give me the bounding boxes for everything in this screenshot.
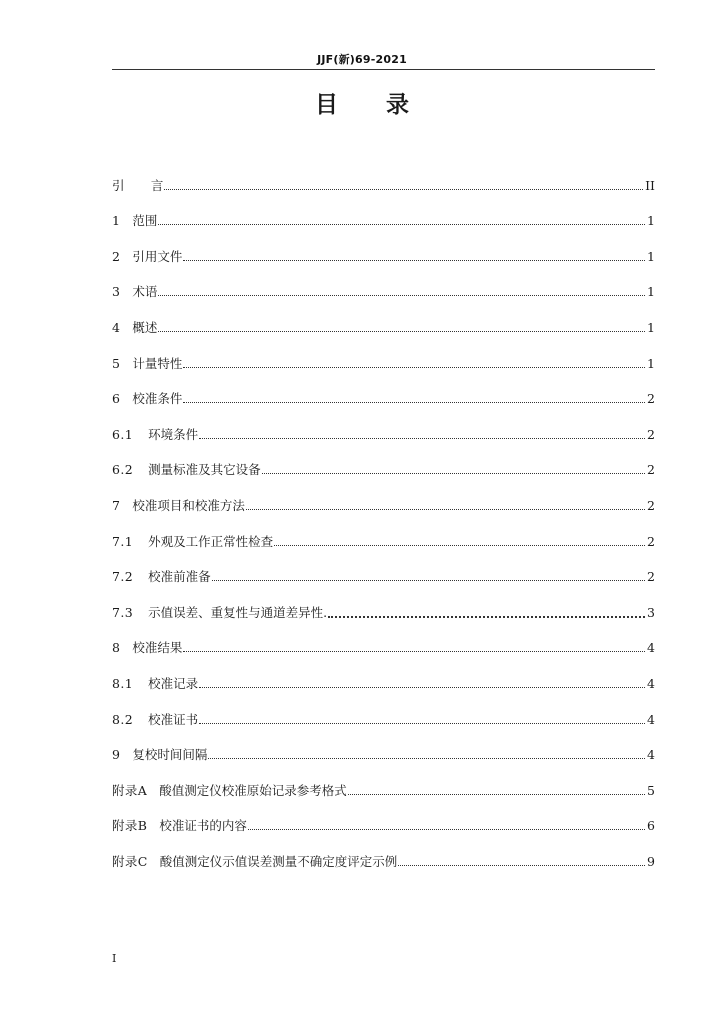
toc-entry[interactable] xyxy=(112,196,655,232)
toc-entry-page: 2 xyxy=(647,391,655,407)
toc-entry-page: 1 xyxy=(647,355,655,371)
title-char-1: 目 xyxy=(315,92,338,118)
toc-entry-number: 6.1 xyxy=(112,426,134,442)
toc-entry-intro[interactable] xyxy=(112,160,655,196)
toc-entry-number: 附录C xyxy=(112,853,148,869)
toc-entry[interactable] xyxy=(112,267,655,303)
toc-entry-title: 范围 xyxy=(132,213,158,229)
toc-leader-dots xyxy=(158,295,645,296)
document-code: JJF(新)69-2021 xyxy=(317,53,407,66)
toc-leader-dots xyxy=(348,794,645,795)
toc-leader-dots xyxy=(246,509,645,510)
toc-entry-appendix-b[interactable] xyxy=(112,801,655,837)
toc-entry-title: 计量特性 xyxy=(132,355,183,371)
toc-entry-number: 引 xyxy=(112,177,125,193)
toc-entry-page: 4 xyxy=(647,711,655,727)
toc-leader-dots xyxy=(212,580,645,581)
toc-entry-page: 2 xyxy=(647,426,655,442)
toc-entry[interactable] xyxy=(112,516,655,552)
toc-entry[interactable] xyxy=(112,658,655,694)
toc-entry-number: 2 xyxy=(112,248,121,264)
toc-entry-title: 概述 xyxy=(132,319,158,335)
toc-entry[interactable] xyxy=(112,694,655,730)
toc-entry-number: 6.2 xyxy=(112,462,134,478)
toc-leader-dots xyxy=(199,687,645,688)
toc-entry[interactable] xyxy=(112,338,655,374)
toc-entry-title: 校准证书的内容 xyxy=(159,818,247,834)
toc-entry-number: 7.1 xyxy=(112,533,134,549)
toc-entry-page: 1 xyxy=(647,284,655,300)
toc-entry-page: 6 xyxy=(647,818,655,834)
toc-entry[interactable] xyxy=(112,480,655,516)
toc-entry-title: 酸值测定仪示值误差测量不确定度评定示例 xyxy=(159,853,398,869)
toc-entry-page: 4 xyxy=(647,747,655,763)
toc-entry-title: 酸值测定仪校准原始记录参考格式 xyxy=(159,782,347,798)
toc-entry-title: 环境条件 xyxy=(148,426,199,442)
toc-entry-number: 附录B xyxy=(112,818,148,834)
toc-entry-number: 9 xyxy=(112,747,121,763)
toc-entry-page: 2 xyxy=(647,497,655,513)
toc-entry-number: 7.3 xyxy=(112,604,134,620)
toc-leader-dots xyxy=(199,723,645,724)
toc-entry-page: 2 xyxy=(647,569,655,585)
toc-entry-number: 8.1 xyxy=(112,675,134,691)
footer-page-number: I xyxy=(112,952,117,965)
toc-entry-number: 1 xyxy=(112,213,121,229)
toc-entry-number: 6 xyxy=(112,391,121,407)
toc-leader-dots xyxy=(199,438,645,439)
toc-entry-page: 1 xyxy=(647,248,655,264)
toc-entry-title: 示值误差、重复性与通道差异性. xyxy=(148,604,328,620)
toc-leader-dots xyxy=(274,545,645,546)
toc-leader-dots xyxy=(208,758,645,759)
toc-leader-dots xyxy=(398,865,645,866)
toc-entry-page: 5 xyxy=(647,782,655,798)
toc-entry-title: 术语 xyxy=(132,284,158,300)
toc-entry-title: 外观及工作正常性检查 xyxy=(148,533,274,549)
toc-leader-dots xyxy=(164,189,643,190)
toc-entry[interactable] xyxy=(112,623,655,659)
toc-entry-page: 2 xyxy=(647,462,655,478)
toc-entry-page: 9 xyxy=(647,853,655,869)
page-title xyxy=(0,86,724,119)
toc-entry-appendix-c[interactable] xyxy=(112,836,655,872)
toc-entry-title: 校准项目和校准方法 xyxy=(132,497,245,513)
toc-entry-title: 复校时间间隔 xyxy=(132,747,208,763)
toc-leader-dots xyxy=(183,402,645,403)
table-of-contents xyxy=(112,160,655,872)
toc-leader-dots xyxy=(158,224,645,225)
toc-entry-number: 7.2 xyxy=(112,569,134,585)
toc-entry-page: 2 xyxy=(647,533,655,549)
header-divider xyxy=(112,69,655,70)
toc-entry-number: 7 xyxy=(112,497,121,513)
toc-leader-dots xyxy=(183,367,645,368)
toc-entry-page: 1 xyxy=(647,213,655,229)
toc-entry[interactable] xyxy=(112,552,655,588)
toc-leader-dots xyxy=(248,829,645,830)
toc-entry-number: 5 xyxy=(112,355,121,371)
toc-entry[interactable] xyxy=(112,231,655,267)
toc-entry[interactable] xyxy=(112,374,655,410)
toc-leader-dots xyxy=(183,260,645,261)
toc-entry[interactable] xyxy=(112,302,655,338)
toc-entry[interactable] xyxy=(112,730,655,766)
toc-entry-title: 校准结果 xyxy=(132,640,183,656)
toc-leader-dots xyxy=(158,331,645,332)
toc-entry-number: 附录A xyxy=(112,782,148,798)
toc-entry-page: 1 xyxy=(647,319,655,335)
toc-entry-page: II xyxy=(645,177,655,193)
toc-entry-page: 3 xyxy=(647,604,655,620)
title-char-2: 录 xyxy=(386,92,409,118)
toc-entry-title: 引用文件 xyxy=(132,248,183,264)
toc-entry-appendix-a[interactable] xyxy=(112,765,655,801)
toc-entry-page: 4 xyxy=(647,675,655,691)
toc-leader-dots xyxy=(262,473,645,474)
toc-entry-number: 8 xyxy=(112,640,121,656)
toc-entry[interactable] xyxy=(112,409,655,445)
toc-entry-page: 4 xyxy=(647,640,655,656)
toc-entry-number: 3 xyxy=(112,284,121,300)
toc-entry-title: 校准前准备 xyxy=(148,569,211,585)
toc-entry-title: 校准条件 xyxy=(132,391,183,407)
toc-entry[interactable] xyxy=(112,445,655,481)
toc-entry-number: 4 xyxy=(112,319,121,335)
toc-entry[interactable] xyxy=(112,587,655,623)
toc-leader-dots xyxy=(328,616,645,618)
toc-entry-title: 校准证书 xyxy=(148,711,199,727)
toc-entry-number: 8.2 xyxy=(112,711,134,727)
toc-entry-title: 言 xyxy=(150,177,164,193)
toc-entry-title: 校准记录 xyxy=(148,675,199,691)
toc-entry-title: 测量标准及其它设备 xyxy=(148,462,261,478)
toc-leader-dots xyxy=(183,651,645,652)
